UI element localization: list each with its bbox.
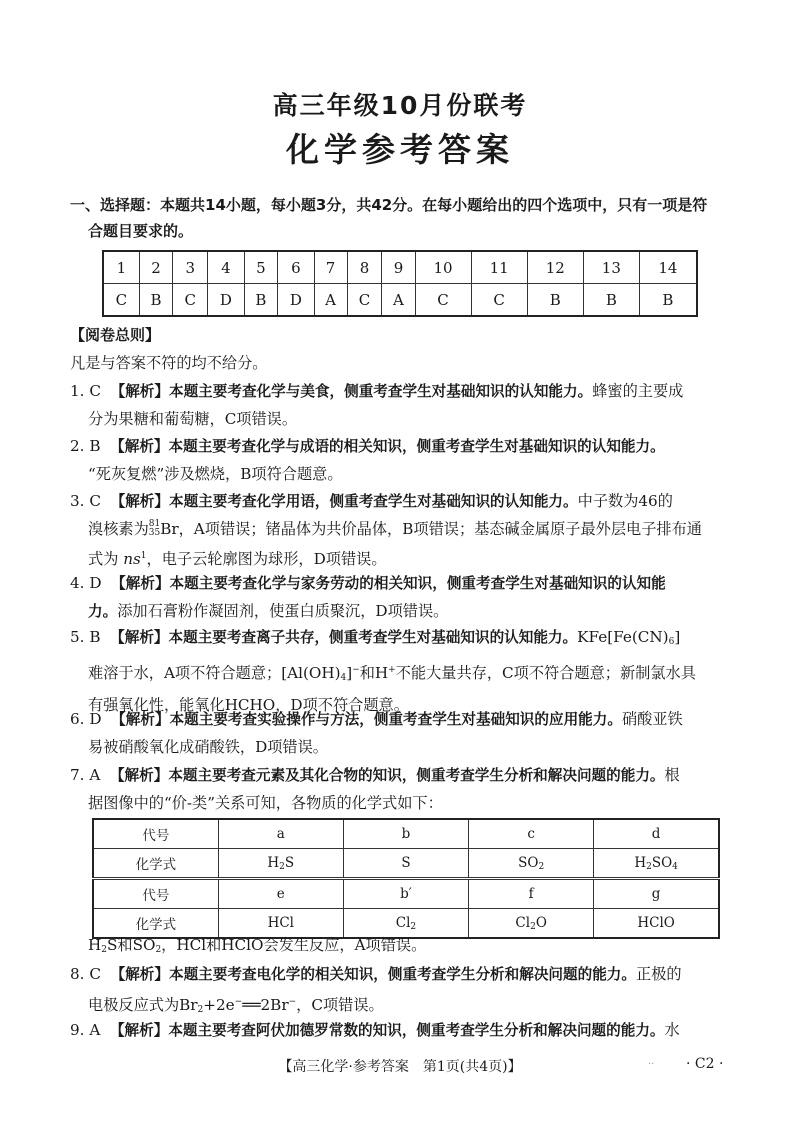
substance-code: d [594,819,719,849]
page-title-subject: 化学参考答案 [286,130,514,169]
answer-letter: C [173,284,208,317]
subscript: 4 [340,672,347,683]
explanation-q7 [70,762,732,817]
analysis-tag: 【解析】本题主要考查电化学的相关知识，侧重考查学生分析和解决问题的能力。 [110,966,636,983]
analysis-tag: 【解析】本题主要考查化学与成语的相关知识，侧重考查学生对基础知识的认知能力。 [110,438,665,455]
explanation-q7-conclusion: $H_2S$和$SO_2$，HCl和HClO会发生反应，A项错误。 [88,936,427,955]
q-number: 6. D [70,710,102,728]
question-number: 8 [347,251,382,284]
q-number: 2. B [70,437,101,455]
question-number: 3 [173,251,208,284]
section-heading-line2: 合题目要求的。 [88,222,194,240]
q-number: 9. A [70,1021,101,1039]
text-fragment: ] [346,663,353,682]
answer-letter: D [278,284,314,317]
text-fragment: 添加石膏粉作凝固剂，使蛋白质聚沉，D项错误。 [117,601,449,620]
text-fragment: Br，A项错误；锗晶体为共价晶体，B项错误；基态碱金属原子最外层电子排布通 [160,519,702,538]
question-number: 4 [208,251,244,284]
answer-table-number-row [103,251,697,284]
explanation-q3 [70,488,732,574]
chemical-formula: $SO_2$ [469,849,594,879]
text-fragment: ] [674,628,681,646]
analysis-text [70,543,732,574]
answer-letter: C [415,284,471,317]
substance-code: c [469,819,594,849]
text-fragment: 式为 [88,550,119,568]
formula-table [92,818,720,939]
analysis-tag: 【解析】本题主要考查阿伏加德罗常数的知识，侧重考查学生分析和解决问题的能力。 [109,1022,665,1039]
analysis-text: 分为果糖和葡萄糖，C项错误。 [88,409,298,428]
text-fragment: KFe[Fe(CN) [577,628,669,646]
substance-code: f [469,879,594,909]
formula-table-code-row [93,879,719,909]
text-fragment: 难溶于水，A项不符合题意；[Al(OH) [88,663,341,682]
question-number: 1 [103,251,139,284]
answer-letter: B [139,284,173,317]
analysis-text: 易被硝酸氧化成硝酸铁，D项错误。 [88,737,328,756]
explanation-q9 [70,1017,732,1045]
superscript: − [352,664,360,675]
answer-table [102,250,698,317]
q-number: 4. D [70,574,102,592]
answer-letter: B [583,284,639,317]
answer-letter: A [382,284,415,317]
section-heading-line1: 一、选择题：本题共14小题，每小题3分，共42分。在每小题给出的四个选项中，只有一项是符 [70,196,708,214]
analysis-tag: 【解析】本题主要考查离子共存，侧重考查学生对基础知识的认知能力。 [110,629,578,646]
chemical-formula: S [343,849,468,879]
substance-code: b′ [343,879,468,909]
analysis-text: 中子数为46的 [577,492,673,510]
page-title-exam: 高三年级10月份联考 [272,91,528,120]
subscript: 6 [668,637,675,647]
chemical-formula: $Cl_2$ [343,909,468,939]
answer-letter: B [244,284,278,317]
q-number: 1. C [70,382,101,400]
formula-italic: ns [123,550,141,568]
question-number: 7 [314,251,347,284]
answer-letter: C [103,284,139,317]
analysis-text: 正极的 [636,965,682,983]
analysis-tag: 【解析】本题主要考查化学与家务劳动的相关知识，侧重考查学生对基础知识的认知能 [111,575,666,592]
analysis-text [70,657,732,693]
substance-code: e [218,879,343,909]
analysis-text [70,598,732,626]
analysis-tag: 【解析】本题主要考查元素及其化合物的知识，侧重考查学生分析和解决问题的能力。 [109,767,665,784]
text-fragment: 不能大量共存，C项不符合题意；新制氯水具 [395,663,696,682]
analysis-text: 电极反应式为$Br_2+2e^-══2Br^-$，C项错误。 [88,995,384,1015]
q-number: 5. B [70,628,101,646]
page-footer: 【高三化学·参考答案 第1页(共4页)】 [278,1059,522,1075]
question-number: 12 [527,251,583,284]
explanation-q1 [70,378,732,433]
analysis-text: 据图像中的“价-类”关系可知，各物质的化学式如下： [88,793,443,812]
answer-letter: D [208,284,244,317]
analysis-tag: 【解析】本题主要考查实验操作与方法，侧重考查学生对基础知识的应用能力。 [111,711,622,728]
superscript: + [388,664,396,675]
analysis-text: “死灰复燃”涉及燃烧，B项符合题意。 [88,464,343,483]
formula-table-code-row [93,819,719,849]
answer-letter: A [314,284,347,317]
text-fragment: 溴核素为 [88,519,149,538]
q-number: 8. C [70,965,101,983]
row-label: 化学式 [93,909,218,939]
answer-letter: B [527,284,583,317]
explanation-q8 [70,961,732,1024]
question-number: 13 [583,251,639,284]
analysis-text [70,516,732,544]
footer-dots: .. [648,1056,655,1067]
analysis-text: 硝酸亚铁 [621,710,683,728]
question-number: 5 [244,251,278,284]
analysis-tag: 【解析】本题主要考查化学用语，侧重考查学生对基础知识的认知能力。 [110,493,578,510]
chemical-formula: HClO [594,909,719,939]
atomic-number: 35 [148,527,161,538]
question-number: 2 [139,251,173,284]
question-number: 14 [639,251,697,284]
isotope-notation [149,520,160,538]
analysis-text: 有强氧化性，能氧化HCHO，D项不符合题意。 [88,696,409,714]
text-fragment: ，电子云轮廓图为球形，D项错误。 [146,550,387,568]
row-label: 化学式 [93,849,218,879]
superscript: 1 [140,551,147,561]
substance-code: g [594,879,719,909]
answer-letter: B [639,284,697,317]
question-number: 6 [278,251,314,284]
analysis-text: 水 [664,1021,680,1039]
chemical-formula: HCl [218,909,343,939]
analysis-text: 蜂蜜的主要成 [592,382,684,400]
question-number: 11 [471,251,527,284]
row-label: 代号 [93,819,218,849]
row-label: 代号 [93,879,218,909]
explanation-q2 [70,433,732,488]
text-fragment: 和H [359,663,389,682]
question-number: 9 [382,251,415,284]
chemical-formula: $H_2S$ [218,849,343,879]
explanation-q6 [70,706,732,761]
answer-letter: C [471,284,527,317]
explanation-q4 [70,570,732,625]
substance-code: a [218,819,343,849]
q-number: 3. C [70,492,101,510]
general-rule-text: 凡是与答案不符的均不给分。 [70,354,268,372]
general-rule-heading: 【阅卷总则】 [70,326,161,344]
substance-code: b [343,819,468,849]
answer-table-answer-row [103,284,697,317]
q-number: 7. A [70,766,101,784]
paper-code: · C2 · [686,1056,724,1072]
mass-number: 81 [148,518,161,529]
section-heading [70,192,735,244]
chemical-formula: $H_2SO_4$ [594,849,719,879]
question-number: 10 [415,251,471,284]
formula-table-formula-row [93,849,719,879]
analysis-text: 根 [664,766,680,784]
analysis-tag-continued: 力。 [88,602,118,620]
answer-letter: C [347,284,382,317]
analysis-tag: 【解析】本题主要考查化学与美食，侧重考查学生对基础知识的认知能力。 [110,383,593,400]
chemical-formula: $Cl_2O$ [469,909,594,939]
